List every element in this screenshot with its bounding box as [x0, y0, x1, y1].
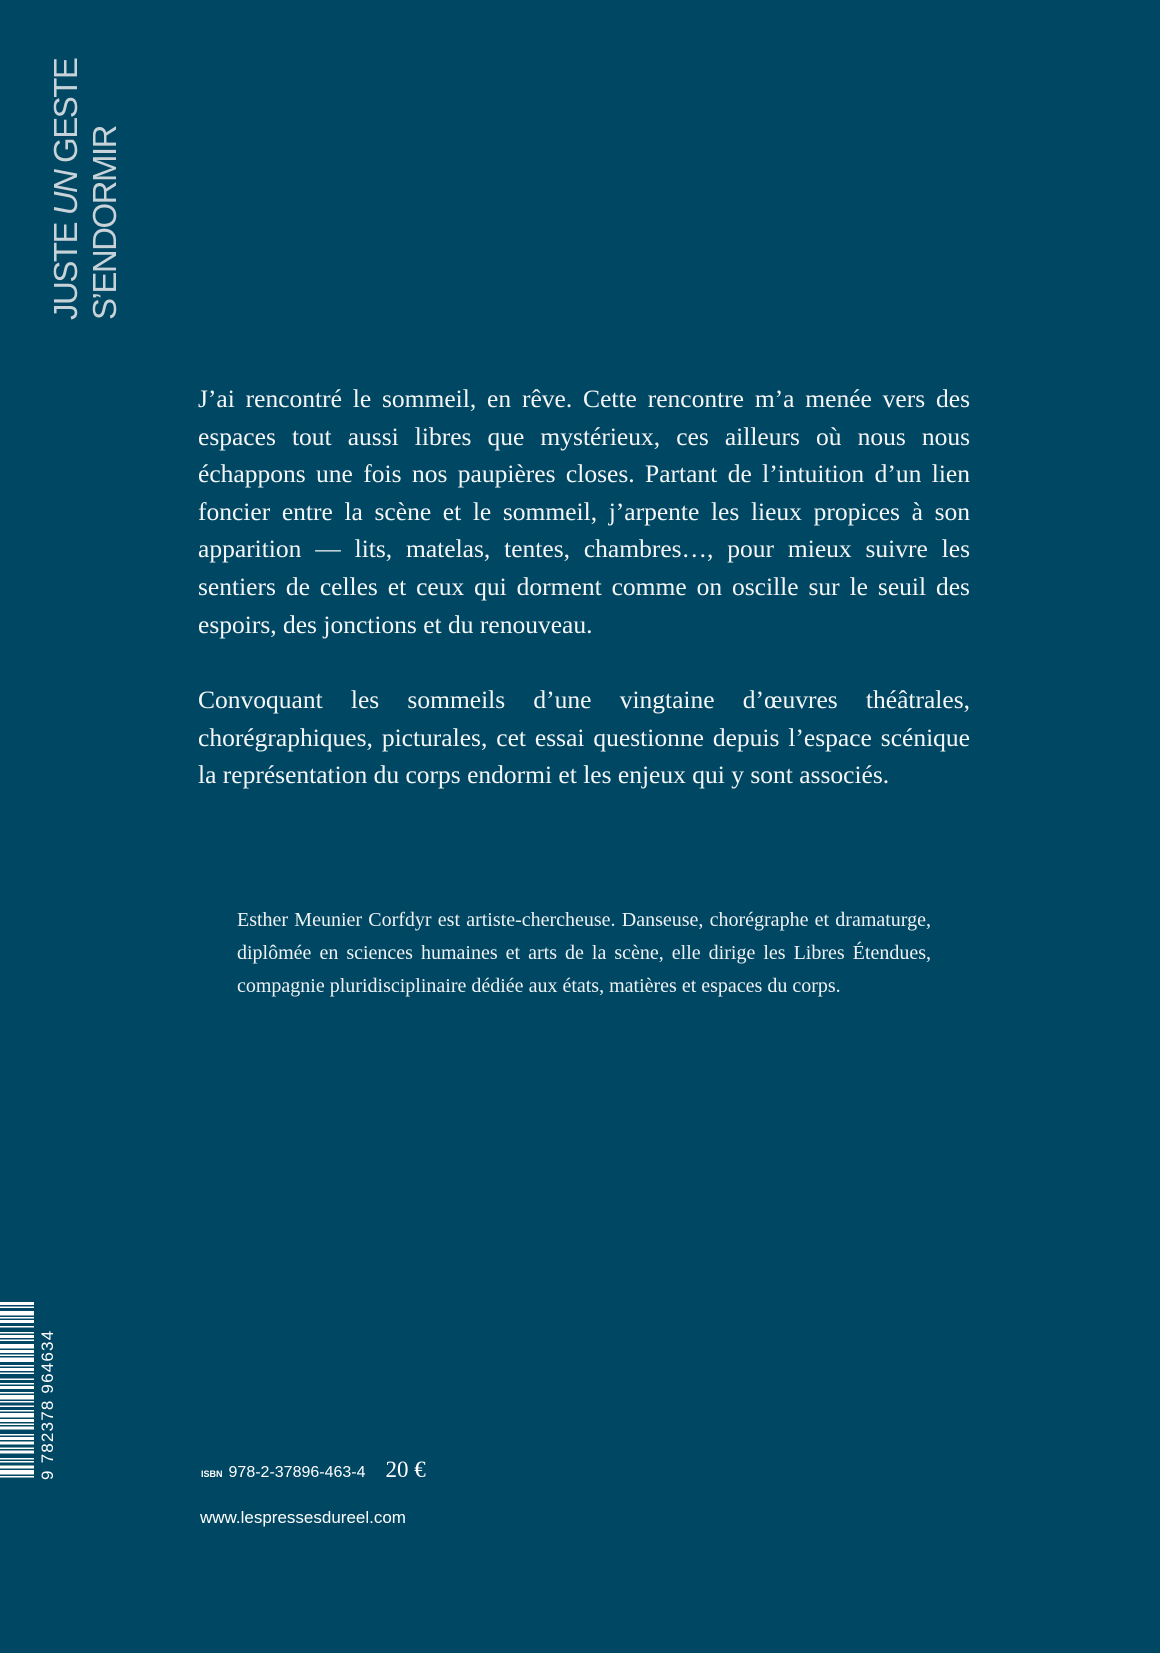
barcode-bar — [0, 1442, 34, 1445]
barcode-bar — [0, 1458, 34, 1460]
barcode-bar — [0, 1365, 34, 1367]
barcode-bar — [0, 1332, 34, 1334]
blurb-paragraph-2: Convoquant les sommeils d’une vingtaine d’œuvres théâtrales, chorégraphiques, picturales, cet essai questionne depuis l’espace scénique la représentation du corps endormi et les enjeux qui y sont associés. — [198, 685, 970, 790]
barcode-bars — [0, 1302, 34, 1480]
barcode-bar — [0, 1350, 34, 1353]
spine-title-word-geste: GESTE — [47, 58, 84, 171]
spine-title-line-2: S’ENDORMIR — [86, 125, 123, 320]
barcode-bar — [0, 1335, 34, 1338]
isbn-label: ISBN — [201, 1469, 223, 1479]
barcode-bar — [0, 1392, 34, 1394]
barcode — [0, 1302, 58, 1480]
barcode-bar — [0, 1368, 34, 1371]
price: 20 € — [385, 1457, 426, 1482]
back-cover-blurb — [198, 380, 970, 794]
author-bio-text: Esther Meunier Corfdyr est artiste-chercheuse. Danseuse, chorégraphe et dramaturge, diplômée en sciences humaines et arts de la scène, elle dirige les Libres Étendues, compagnie pluridisciplinaire dédiée aux états, matières et espaces du corps. — [237, 909, 931, 997]
barcode-bar — [0, 1383, 34, 1385]
barcode-bar — [0, 1373, 34, 1375]
barcode-bar — [0, 1476, 34, 1478]
barcode-bar — [0, 1344, 34, 1349]
barcode-bar — [0, 1358, 34, 1363]
blurb-paragraph-1: J’ai rencontré le sommeil, en rêve. Cette rencontre m’a menée vers des espaces tout aussi libres que mystérieux, ces ailleurs où nous nous échappons une fois nos paupières closes. Partant de l’intuition d’un lien foncier entre la scène et le sommeil, j’arpente les lieux propices à son apparition — lits, matelas, tentes, chambres…, pour mieux suivre les sentiers de celles et ceux qui dorment comme on oscille sur le seuil des espoirs, des jonctions et du renouveau. — [198, 384, 970, 639]
spine-title-word-un: UN — [47, 170, 84, 216]
author-bio — [237, 904, 931, 1003]
spine-title-word-juste: JUSTE — [47, 215, 84, 320]
barcode-bar — [0, 1406, 34, 1408]
barcode-bar — [0, 1401, 34, 1403]
barcode-bar — [0, 1302, 34, 1305]
barcode-bar — [0, 1326, 34, 1328]
barcode-bar — [0, 1320, 34, 1323]
barcode-bar — [0, 1386, 34, 1389]
barcode-bar — [0, 1437, 34, 1440]
barcode-bar — [0, 1395, 34, 1400]
barcode-bar — [0, 1379, 34, 1381]
barcode-digits: 9 782378 964634 — [38, 1329, 57, 1480]
barcode-bar — [0, 1419, 34, 1422]
isbn-row — [201, 1457, 426, 1483]
barcode-bar — [0, 1311, 34, 1316]
barcode-bar — [0, 1451, 34, 1454]
barcode-bar — [0, 1307, 34, 1309]
barcode-bar — [0, 1424, 34, 1426]
barcode-bar — [0, 1448, 34, 1450]
barcode-bar — [0, 1355, 34, 1357]
spine-title — [46, 60, 126, 320]
barcode-bar — [0, 1410, 34, 1412]
barcode-bar — [0, 1317, 34, 1319]
barcode-bar — [0, 1340, 34, 1342]
barcode-bar — [0, 1413, 34, 1418]
barcode-bar — [0, 1466, 34, 1469]
spine-title-line-1 — [46, 60, 85, 320]
barcode-bar — [0, 1470, 34, 1475]
barcode-bar — [0, 1434, 34, 1436]
barcode-bar — [0, 1427, 34, 1430]
barcode-bar — [0, 1461, 34, 1463]
isbn-number: 978-2-37896-463-4 — [228, 1464, 366, 1481]
publisher-website: www.lespressesdureel.com — [200, 1508, 406, 1527]
